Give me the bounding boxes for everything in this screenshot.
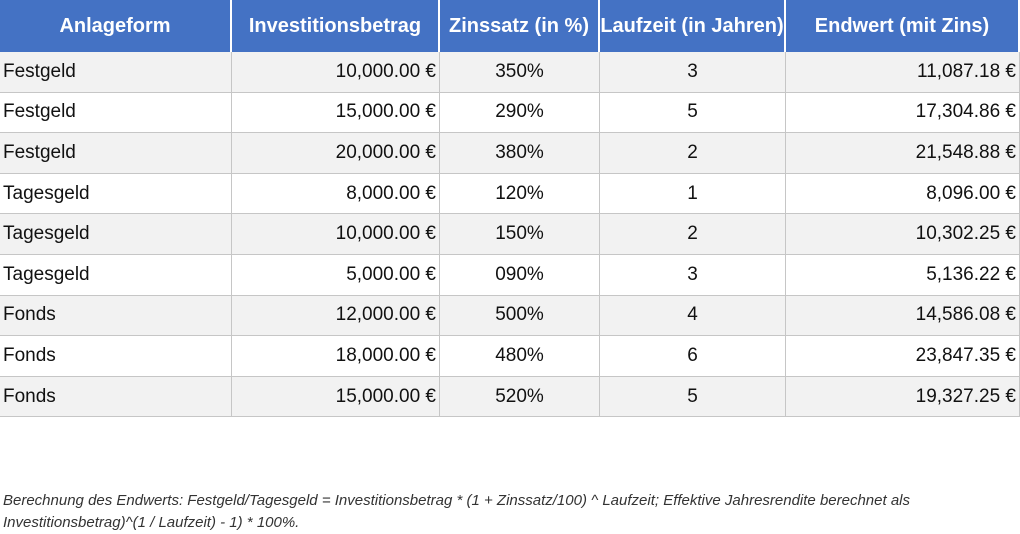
cell-laufzeit[interactable]: 1 — [600, 174, 786, 215]
cell-endwert[interactable]: 10,302.25 € — [786, 214, 1020, 255]
cell-anlageform[interactable]: Tagesgeld — [0, 174, 232, 215]
cell-anlageform[interactable]: Fonds — [0, 296, 232, 337]
cell-investitionsbetrag[interactable]: 12,000.00 € — [232, 296, 440, 337]
cell-investitionsbetrag[interactable]: 15,000.00 € — [232, 93, 440, 134]
cell-laufzeit[interactable]: 6 — [600, 336, 786, 377]
cell-laufzeit[interactable]: 2 — [600, 214, 786, 255]
header-investitionsbetrag[interactable]: Investitionsbetrag — [232, 0, 440, 52]
cell-laufzeit[interactable]: 5 — [600, 93, 786, 134]
cell-zinssatz[interactable]: 350% — [440, 52, 600, 93]
cell-zinssatz[interactable]: 380% — [440, 133, 600, 174]
cell-anlageform[interactable]: Tagesgeld — [0, 214, 232, 255]
header-zinssatz[interactable]: Zinssatz (in %) — [440, 0, 600, 52]
cell-endwert[interactable]: 17,304.86 € — [786, 93, 1020, 134]
cell-laufzeit[interactable]: 5 — [600, 377, 786, 418]
cell-endwert[interactable]: 11,087.18 € — [786, 52, 1020, 93]
cell-zinssatz[interactable]: 290% — [440, 93, 600, 134]
cell-anlageform[interactable]: Festgeld — [0, 52, 232, 93]
cell-endwert[interactable]: 21,548.88 € — [786, 133, 1020, 174]
footnote-line-1: Berechnung des Endwerts: Festgeld/Tagesgeld = Investitionsbetrag * (1 + Zinssatz/100) ^ Laufzeit; Effektive Jahresrendite berechnet als — [3, 492, 911, 509]
cell-laufzeit[interactable]: 2 — [600, 133, 786, 174]
cell-zinssatz[interactable]: 500% — [440, 296, 600, 337]
cell-anlageform[interactable]: Fonds — [0, 377, 232, 418]
cell-investitionsbetrag[interactable]: 15,000.00 € — [232, 377, 440, 418]
header-anlageform[interactable]: Anlageform — [0, 0, 232, 52]
cell-investitionsbetrag[interactable]: 8,000.00 € — [232, 174, 440, 215]
cell-laufzeit[interactable]: 3 — [600, 52, 786, 93]
cell-laufzeit[interactable]: 3 — [600, 255, 786, 296]
cell-investitionsbetrag[interactable]: 5,000.00 € — [232, 255, 440, 296]
cell-anlageform[interactable]: Fonds — [0, 336, 232, 377]
cell-laufzeit[interactable]: 4 — [600, 296, 786, 337]
cell-anlageform[interactable]: Festgeld — [0, 133, 232, 174]
cell-investitionsbetrag[interactable]: 10,000.00 € — [232, 52, 440, 93]
header-laufzeit[interactable]: Laufzeit (in Jahren) — [600, 0, 786, 52]
cell-endwert[interactable]: 19,327.25 € — [786, 377, 1020, 418]
header-endwert[interactable]: Endwert (mit Zins) — [786, 0, 1020, 52]
cell-zinssatz[interactable]: 520% — [440, 377, 600, 418]
cell-endwert[interactable]: 14,586.08 € — [786, 296, 1020, 337]
footnote-line-2: Investitionsbetrag)^(1 / Laufzeit) - 1) * 100%. — [3, 514, 300, 531]
cell-anlageform[interactable]: Tagesgeld — [0, 255, 232, 296]
cell-investitionsbetrag[interactable]: 10,000.00 € — [232, 214, 440, 255]
cell-investitionsbetrag[interactable]: 20,000.00 € — [232, 133, 440, 174]
cell-zinssatz[interactable]: 120% — [440, 174, 600, 215]
footnote — [3, 490, 1020, 534]
cell-endwert[interactable]: 23,847.35 € — [786, 336, 1020, 377]
cell-zinssatz[interactable]: 090% — [440, 255, 600, 296]
cell-zinssatz[interactable]: 480% — [440, 336, 600, 377]
cell-endwert[interactable]: 8,096.00 € — [786, 174, 1020, 215]
cell-zinssatz[interactable]: 150% — [440, 214, 600, 255]
cell-anlageform[interactable]: Festgeld — [0, 93, 232, 134]
cell-endwert[interactable]: 5,136.22 € — [786, 255, 1020, 296]
cell-investitionsbetrag[interactable]: 18,000.00 € — [232, 336, 440, 377]
